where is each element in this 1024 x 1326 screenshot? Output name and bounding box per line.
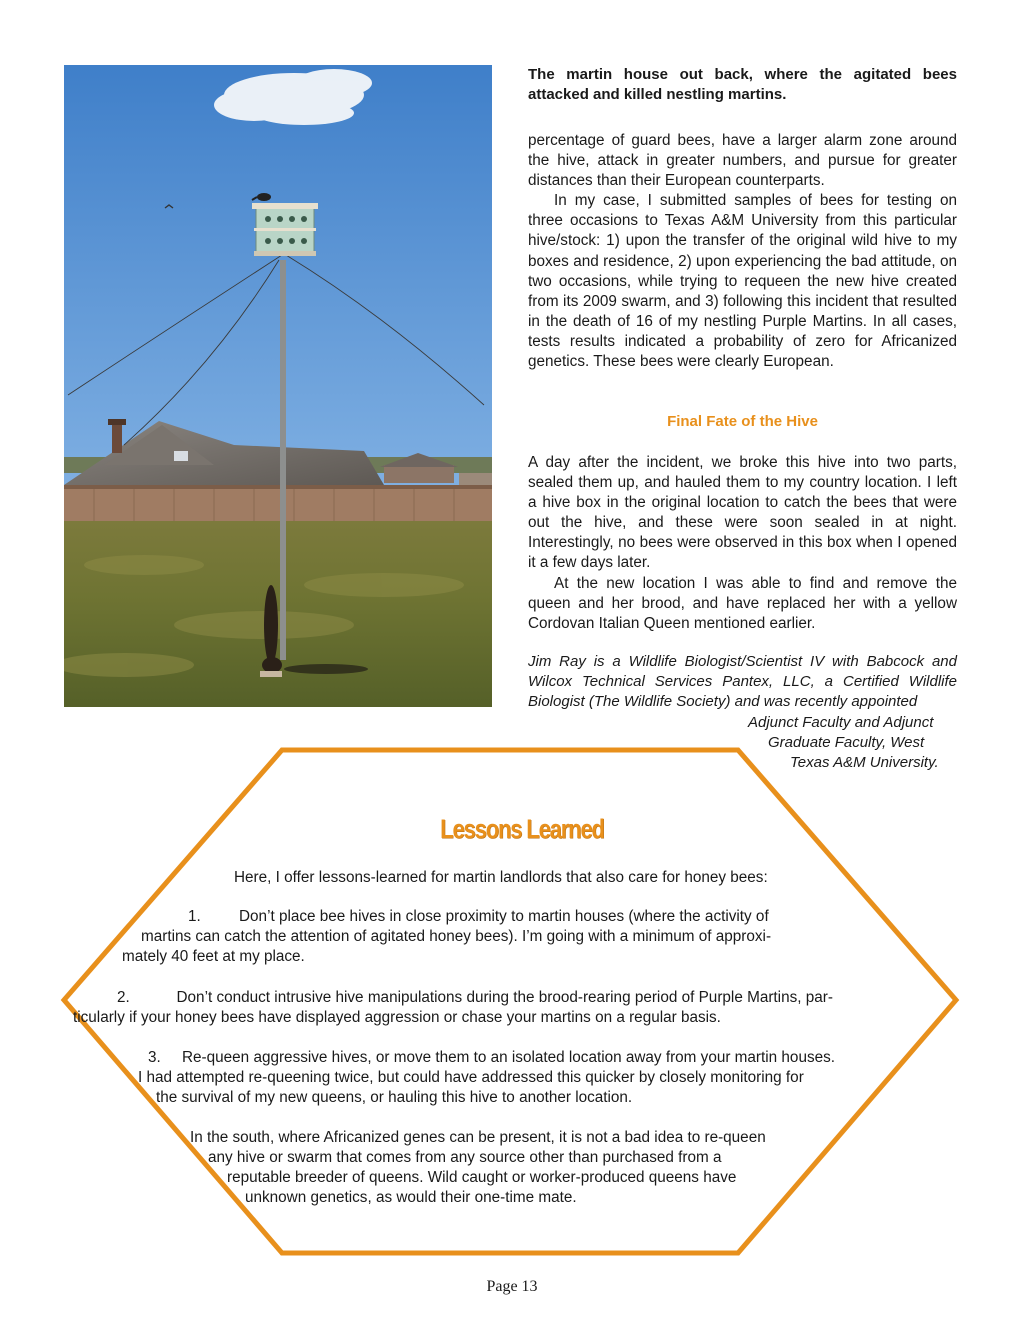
martin-house-photo <box>64 65 492 707</box>
lesson-1-line: 1. Don’t place bee hives in close proximity to martin houses (where the activity of <box>188 908 769 925</box>
lesson-2-line: 2. Don’t conduct intrusive hive manipulations during the brood-rearing period of Purple Martins, par- <box>117 989 833 1006</box>
author-bio-line: Adjunct Faculty and Adjunct <box>748 714 934 731</box>
paragraph: percentage of guard bees, have a larger alarm zone around the hive, attack in greater numbers, and pursue for greater distances than their European counterparts. <box>528 132 957 190</box>
paragraph: At the new location I was able to find and remove the queen and her brood, and have replaced her with a yellow Cordovan Italian Queen mentioned earlier. <box>528 574 957 632</box>
section-heading: Final Fate of the Hive <box>667 413 818 430</box>
lesson-4-line: reputable breeder of queens. Wild caught or worker-produced queens have <box>227 1169 737 1186</box>
paragraph: A day after the incident, we broke this hive into two parts, sealed them up, and hauled them to my country location. I left a hive box in the original location to catch the bees that were out the hive, and these were soon sealed in at night. Interestingly, no bees were observed in this box when I opened it a few days later. <box>528 454 957 572</box>
author-bio-line: Texas A&M University. <box>790 754 939 771</box>
lesson-4-line: In the south, where Africanized genes can be present, it is not a bad idea to re-queen <box>190 1129 766 1146</box>
article-column-bottom <box>528 453 957 634</box>
lesson-4-line: any hive or swarm that comes from any source other than purchased from a <box>208 1149 722 1166</box>
lesson-3-line: I had attempted re-queening twice, but could have addressed this quicker by closely monitoring for <box>138 1069 804 1086</box>
lessons-intro: Here, I offer lessons-learned for martin landlords that also care for honey bees: <box>234 869 768 886</box>
lesson-4-line: unknown genetics, as would their one-time mate. <box>245 1189 577 1206</box>
photo-caption: The martin house out back, where the agitated bees attacked and killed nestling martins. <box>528 66 957 103</box>
page-number: Page 13 <box>486 1278 538 1295</box>
author-bio-line: Graduate Faculty, West <box>768 734 925 751</box>
lesson-1-line: mately 40 feet at my place. <box>122 948 305 965</box>
lesson-3-line: the survival of my new queens, or hauling this hive to another location. <box>156 1089 633 1106</box>
author-bio: Jim Ray is a Wildlife Biologist/Scientist IV with Babcock and Wilcox Technical Services Pantex, LLC, a Certified Wildlife Biologist (The Wildlife Society) and was recently appointed <box>528 653 957 711</box>
lesson-3-line: 3. Re-queen aggressive hives, or move them to an isolated location away from your martin houses. <box>148 1049 836 1066</box>
article-column-top <box>528 131 957 372</box>
lessons-title: Lessons Learned <box>440 814 604 844</box>
lesson-2-line: ticularly if your honey bees have displayed aggression or chase your martins on a regular basis. <box>73 1009 721 1026</box>
lesson-1-line: martins can catch the attention of agitated honey bees). I’m going with a minimum of approxi- <box>141 928 772 945</box>
paragraph: In my case, I submitted samples of bees for testing on three occasions to Texas A&M University from this particular hive/stock: 1) upon the transfer of the original wild hive to my boxes and residence, 2) upon experiencing the bad attitude, on two occasions, while trying to requeen the new hive created from its 2009 swarm, and 3) following this incident that resulted in the death of 16 of my nestling Purple Martins. In all cases, tests results indicated a probability of zero for Africanized genetics. These bees were clearly European. <box>528 192 957 371</box>
